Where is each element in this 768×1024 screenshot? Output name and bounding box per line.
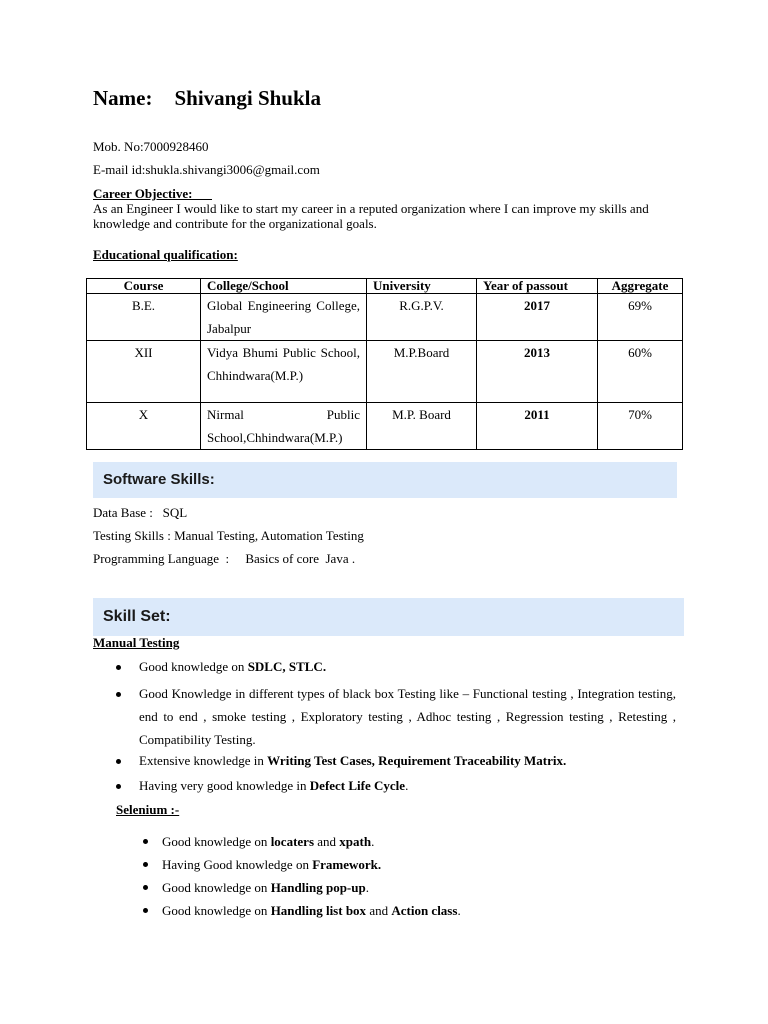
education-table: [86, 278, 683, 450]
cell-university: M.P. Board: [367, 403, 477, 450]
software-skills-heading: Software Skills:: [93, 462, 677, 498]
cell-university: R.G.P.V.: [367, 294, 477, 341]
list-item: Extensive knowledge in Writing Test Cases, Requirement Traceability Matrix.: [139, 753, 676, 778]
column-header-university: University: [367, 279, 477, 294]
bullet-icon: [143, 885, 148, 890]
cell-aggregate: 69%: [598, 294, 683, 341]
manual-testing-heading: Manual Testing: [93, 635, 180, 650]
cell-college: Nirmal Public School,Chhindwara(M.P.): [201, 403, 367, 450]
programming-skill: Programming Language : Basics of core Java .: [93, 551, 356, 566]
mobile-number: Mob. No:7000928460: [93, 139, 209, 154]
name-row: [93, 86, 321, 111]
career-objective-heading: Career Objective:: [93, 186, 193, 201]
education-heading: Educational qualification:: [93, 247, 238, 262]
list-item: Having Good knowledge on Framework.: [162, 857, 662, 880]
cell-course: B.E.: [87, 294, 201, 341]
cell-year: 2013: [477, 341, 598, 403]
bullet-icon: [116, 759, 121, 764]
selenium-heading: Selenium :-: [116, 802, 180, 817]
cell-aggregate: 60%: [598, 341, 683, 403]
cell-college: Vidya Bhumi Public School, Chhindwara(M.P.): [201, 341, 367, 403]
column-header-course: Course: [87, 279, 201, 294]
list-item: Good knowledge on Handling pop-up.: [162, 880, 662, 903]
cell-college: Global Engineering College, Jabalpur: [201, 294, 367, 341]
bullet-icon: [143, 862, 148, 867]
selenium-list: [162, 834, 662, 926]
career-objective-text: As an Engineer I would like to start my career in a reputed organization where I can improve my skills and knowledge and contribute for the organizational goals.: [93, 201, 649, 231]
bullet-icon: [116, 692, 121, 697]
table-row: [87, 403, 683, 450]
cell-year: 2011: [477, 403, 598, 450]
cell-year: 2017: [477, 294, 598, 341]
bullet-icon: [143, 839, 148, 844]
testing-skill: Testing Skills : Manual Testing, Automation Testing: [93, 528, 364, 543]
table-row: [87, 294, 683, 341]
cell-aggregate: 70%: [598, 403, 683, 450]
cell-university: M.P.Board: [367, 341, 477, 403]
bullet-icon: [116, 784, 121, 789]
name-label: Name:: [93, 86, 153, 110]
column-header-college: College/School: [201, 279, 367, 294]
column-header-year: Year of passout: [477, 279, 598, 294]
email-address: E-mail id:shukla.shivangi3006@gmail.com: [93, 162, 320, 177]
manual-testing-list: [139, 659, 676, 800]
candidate-name: Shivangi Shukla: [174, 86, 321, 110]
list-item: Good knowledge on SDLC, STLC.: [139, 659, 676, 684]
cell-course: XII: [87, 341, 201, 403]
bullet-icon: [116, 665, 121, 670]
table-header-row: [87, 279, 683, 294]
table-row: [87, 341, 683, 403]
list-item: Good knowledge on locaters and xpath.: [162, 834, 662, 857]
cell-course: X: [87, 403, 201, 450]
list-item: Good Knowledge in different types of black box Testing like – Functional testing , Integration testing, end to end , smoke testing , Exploratory testing , Adhoc testing , Regression testing , Retesting , Compatibility Testing.: [139, 682, 676, 753]
database-skill: Data Base : SQL: [93, 505, 188, 520]
list-item: Good knowledge on Handling list box and Action class.: [162, 903, 662, 926]
skill-set-heading: Skill Set:: [93, 598, 684, 636]
column-header-aggregate: Aggregate: [598, 279, 683, 294]
list-item: Having very good knowledge in Defect Life Cycle.: [139, 778, 676, 800]
bullet-icon: [143, 908, 148, 913]
